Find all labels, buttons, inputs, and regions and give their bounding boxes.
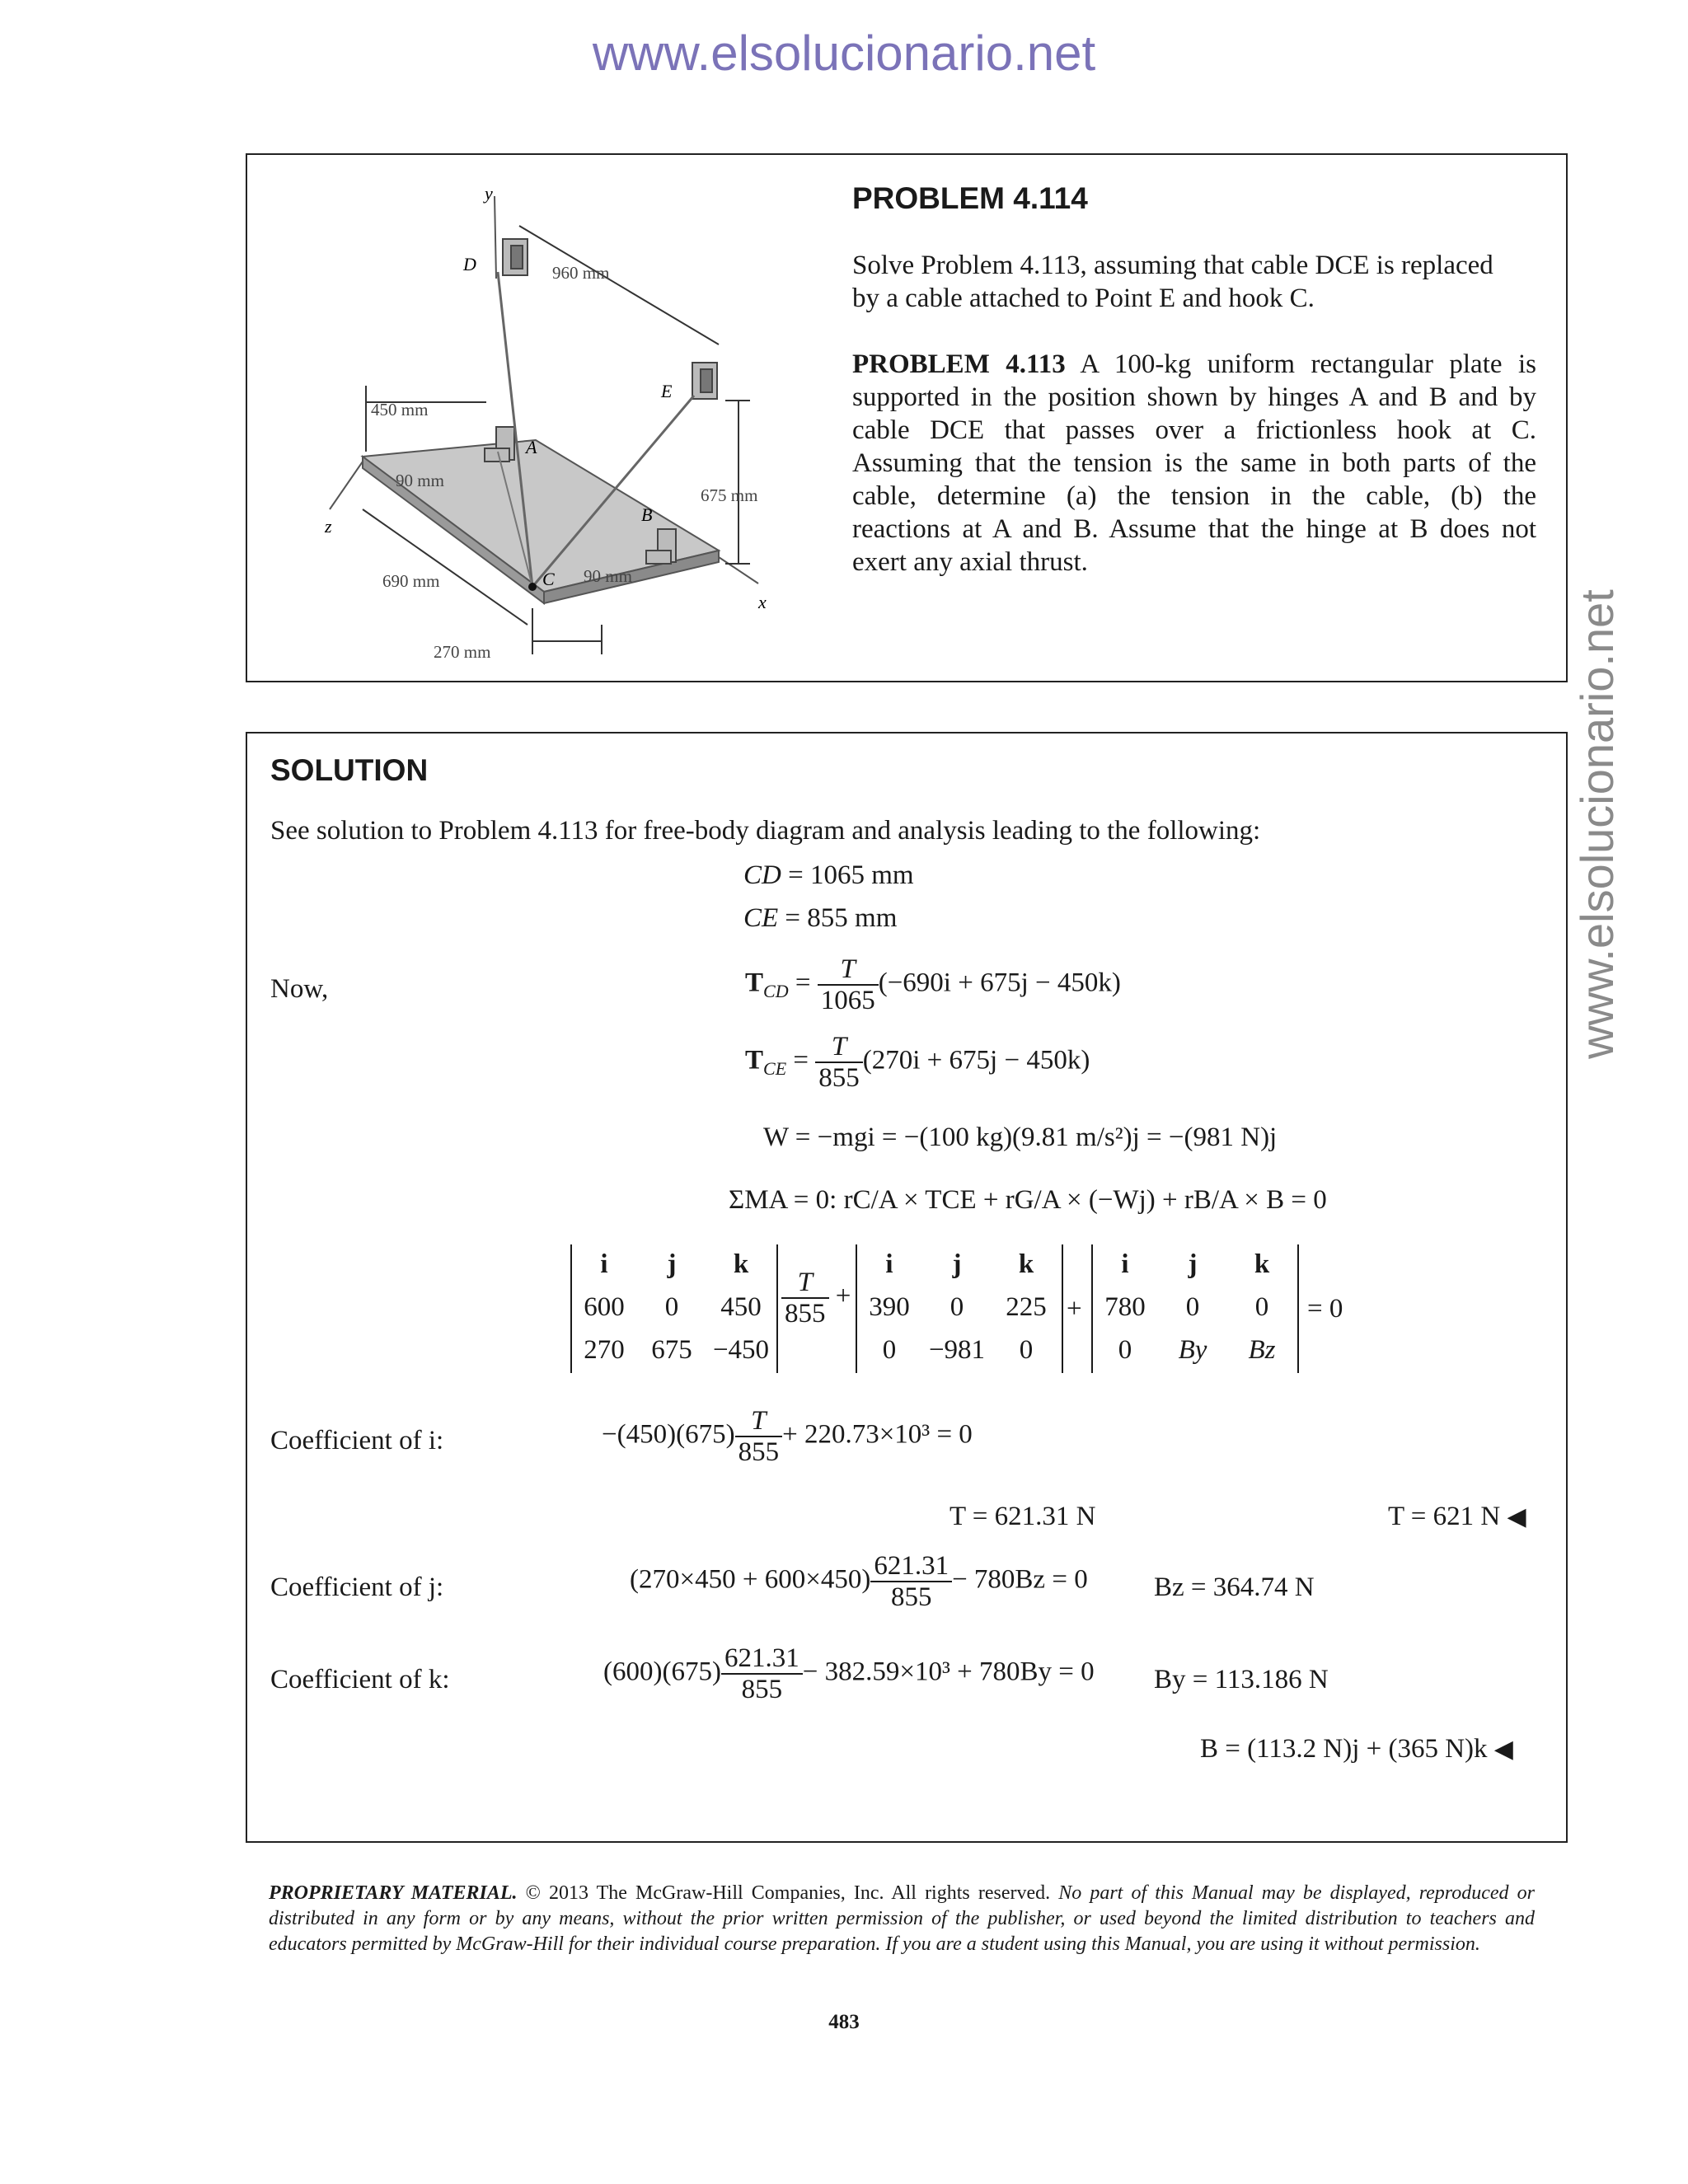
eq-tce: $T_{CE}$ = $\frac{T}{855}$ (270i + 675j − 450k) bbox=[745, 1032, 1090, 1093]
t-answer: T = 621 N ◀ bbox=[1388, 1502, 1526, 1531]
watermark-top: www.elsolucionario.net bbox=[592, 26, 1096, 81]
dim-690: 690 mm bbox=[382, 571, 440, 591]
coef-k-label: Coefficient of k: bbox=[270, 1665, 450, 1694]
page-number: 483 bbox=[828, 2011, 860, 2033]
eq-cd: CD = 1065 mm bbox=[743, 860, 914, 890]
coef-j-label: Coefficient of j: bbox=[270, 1572, 444, 1602]
dim-90a: 90 mm bbox=[396, 471, 444, 490]
dim-960-line bbox=[519, 226, 719, 344]
answer-marker-icon: ◀ bbox=[1507, 1503, 1526, 1530]
label-z: z bbox=[325, 516, 332, 537]
answer-marker-icon: ◀ bbox=[1493, 1736, 1513, 1763]
label-x: x bbox=[758, 592, 767, 612]
watermark-side: www.elsolucionario.net bbox=[1571, 589, 1623, 1059]
bz-value: Bz = 364.74 N bbox=[1154, 1572, 1315, 1602]
eq-moment: ΣMA = 0: rC/A × TCE + rG/A × (−Wj) + rB/A × B = 0 bbox=[729, 1185, 1327, 1215]
eq-ce: CE = 855 mm bbox=[743, 903, 898, 933]
problem-statement: Solve Problem 4.113, assuming that cable DCE is replaced by a cable attached to Point E and hook C. bbox=[852, 251, 1493, 313]
label-c: C bbox=[542, 569, 555, 589]
solution-intro: See solution to Problem 4.113 for free-body diagram and analysis leading to the following: bbox=[270, 816, 1261, 846]
ref-title: PROBLEM 4.113 bbox=[852, 349, 1066, 379]
determinant-1: i j k 600 0 450 270 675 −450 bbox=[570, 1244, 778, 1373]
dim-270: 270 mm bbox=[434, 642, 491, 662]
footer-notice: PROPRIETARY MATERIAL. © 2013 The McGraw-Hill Companies, Inc. All rights reserved. No part of this Manual may be displayed, reproduced or distributed in any form or by any means, without the prior written permission of the publisher, or used beyond the limited distribution to teachers and educators permitted by McGraw-Hill for their individual course preparation. If you are a student using this Manual, you are using it without permission. bbox=[269, 1882, 1535, 1955]
by-value: By = 113.186 N bbox=[1154, 1665, 1329, 1694]
problem-box bbox=[246, 153, 1568, 682]
det-result: = 0 bbox=[1307, 1294, 1343, 1324]
label-y: y bbox=[485, 183, 493, 204]
bracket-d bbox=[503, 239, 528, 275]
label-b: B bbox=[641, 504, 653, 525]
solution-title: SOLUTION bbox=[270, 753, 429, 787]
coef-k-eq: (600)(675) $\frac{621.31}{855}$ − 382.59×10³ + 780By = 0 bbox=[603, 1643, 1095, 1704]
eq-weight: W = −mgi = −(100 kg)(9.81 m/s²)j = −(981 N)j bbox=[763, 1122, 1278, 1152]
determinant-3: i j k 780 0 0 0 By Bz bbox=[1091, 1244, 1299, 1373]
coef-i-label: Coefficient of i: bbox=[270, 1426, 444, 1455]
now-label: Now, bbox=[270, 974, 329, 1004]
bracket-e bbox=[692, 363, 717, 399]
ref-problem: PROBLEM 4.113 A 100-kg uniform rectangular plate is supported in the position shown by hinges A and B and by cable DCE that passes over a frictionless hook at C. Assuming that the tension is the same in both parts of the cable, determine (a) the tension in the cable, (b) the reactions at A and B. Assume that the hinge at B does not exert any axial thrust. bbox=[852, 349, 1536, 577]
y-axis bbox=[495, 196, 496, 279]
label-a: A bbox=[526, 437, 537, 457]
dim-960: 960 mm bbox=[552, 263, 610, 283]
label-e: E bbox=[661, 381, 673, 401]
dim-90b: 90 mm bbox=[584, 566, 632, 586]
coef-i-eq: −(450)(675) $\frac{T}{855}$ + 220.73×10³ = 0 bbox=[602, 1406, 973, 1467]
det1-factor: $\frac{T}{855}$ + bbox=[781, 1268, 851, 1329]
t-value: T = 621.31 N bbox=[950, 1502, 1096, 1531]
plate-figure bbox=[280, 163, 808, 674]
b-answer: B = (113.2 N)j + (365 N)k ◀ bbox=[1200, 1734, 1513, 1764]
hook-c bbox=[528, 583, 537, 591]
determinant-2: i j k 390 0 225 0 −981 0 bbox=[856, 1244, 1063, 1373]
eq-tcd: $T_{CD}$ = $\frac{T}{1065}$ (−690i + 675j − 450k) bbox=[745, 954, 1121, 1015]
solution-box bbox=[246, 732, 1568, 1843]
z-axis bbox=[330, 462, 363, 509]
dim-450: 450 mm bbox=[371, 400, 429, 419]
dim-675: 675 mm bbox=[701, 485, 758, 505]
problem-title: PROBLEM 4.114 bbox=[852, 181, 1088, 215]
coef-j-eq: (270×450 + 600×450) $\frac{621.31}{855}$ − 780Bz = 0 bbox=[630, 1551, 1088, 1612]
det-plus: + bbox=[1067, 1294, 1082, 1324]
label-d: D bbox=[463, 254, 476, 274]
